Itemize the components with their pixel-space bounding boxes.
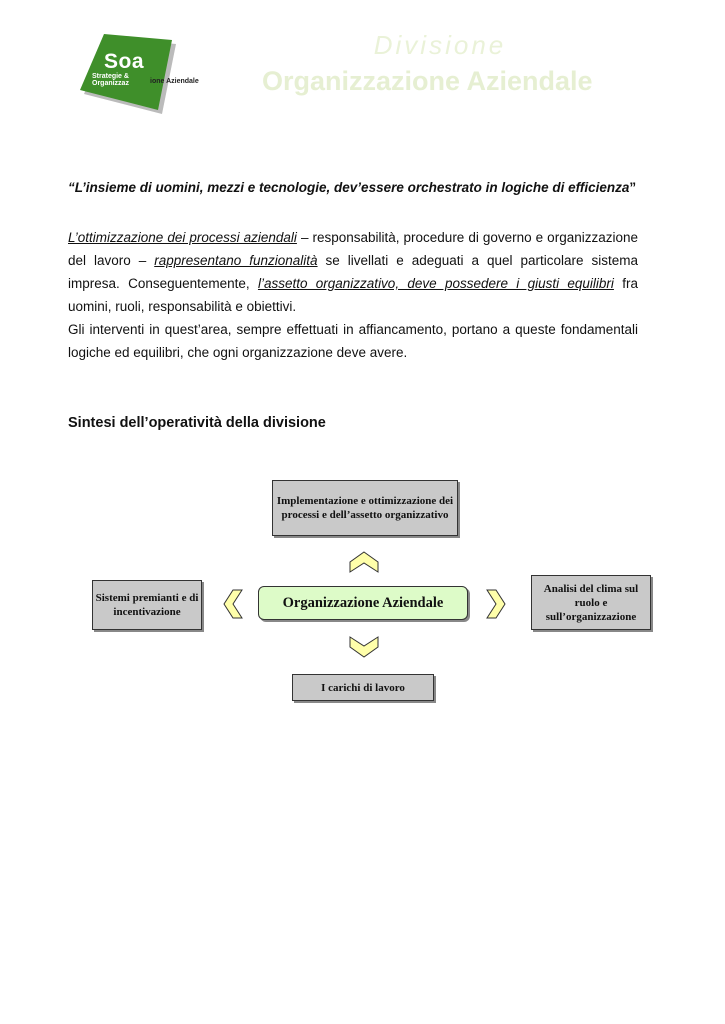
box-reward-systems: Sistemi premianti e di incentivazione <box>92 580 202 630</box>
body-segment-2: se livellati e adeguati a quel particolare sistema impresa. Conseguentemente, <box>68 253 638 291</box>
underlined-phrase-3: l’assetto organizzativo, deve possedere i giusti equilibri <box>257 276 614 291</box>
arrow-down-icon <box>348 635 380 659</box>
soa-logo <box>76 30 216 114</box>
division-name: Organizzazione Aziendale <box>262 66 593 96</box>
logo-line-1: Strategie & <box>92 73 129 80</box>
logo-line-3: ione Aziendale <box>150 78 199 85</box>
box-center-organization: Organizzazione Aziendale <box>258 586 468 620</box>
quote-text: “L’insieme di uomini, mezzi e tecnologie, dev’essere orchestrato in logiche di efficienza <box>68 180 630 195</box>
division-label: Divisione <box>373 30 507 60</box>
box-implementation: Implementazione e ottimizzazione dei processi e dell’assetto organizzativo <box>272 480 458 536</box>
underlined-phrase-1: L’ottimizzazione dei processi aziendali <box>68 230 297 245</box>
box-workloads: I carichi di lavoro <box>292 674 434 701</box>
body-paragraph-2: Gli interventi in quest’area, sempre effettuati in affiancamento, portano a queste fondamentali logiche ed equilibri, che ogni organizzazione deve avere. <box>68 322 638 360</box>
arrow-right-icon <box>485 588 507 620</box>
body-segment-3: fra uomini, ruoli, responsabilità e obiettivi. <box>68 276 638 314</box>
body-segment-1: – responsabilità, procedure di governo e organizzazione del lavoro – <box>68 230 638 268</box>
arrow-up-icon <box>348 550 380 574</box>
arrow-left-icon <box>222 588 244 620</box>
body-text <box>68 226 638 364</box>
box-climate-analysis: Analisi del clima sul ruolo e sull’organizzazione <box>531 575 651 630</box>
intro-quote <box>68 180 648 195</box>
section-title: Sintesi dell’operatività della divisione <box>68 415 326 431</box>
underlined-phrase-2: rappresentano funzionalità <box>154 253 318 268</box>
quote-close: ” <box>629 180 637 195</box>
logo-wordmark: Soa <box>104 50 145 73</box>
logo-line-2: Organizzaz <box>92 80 129 87</box>
